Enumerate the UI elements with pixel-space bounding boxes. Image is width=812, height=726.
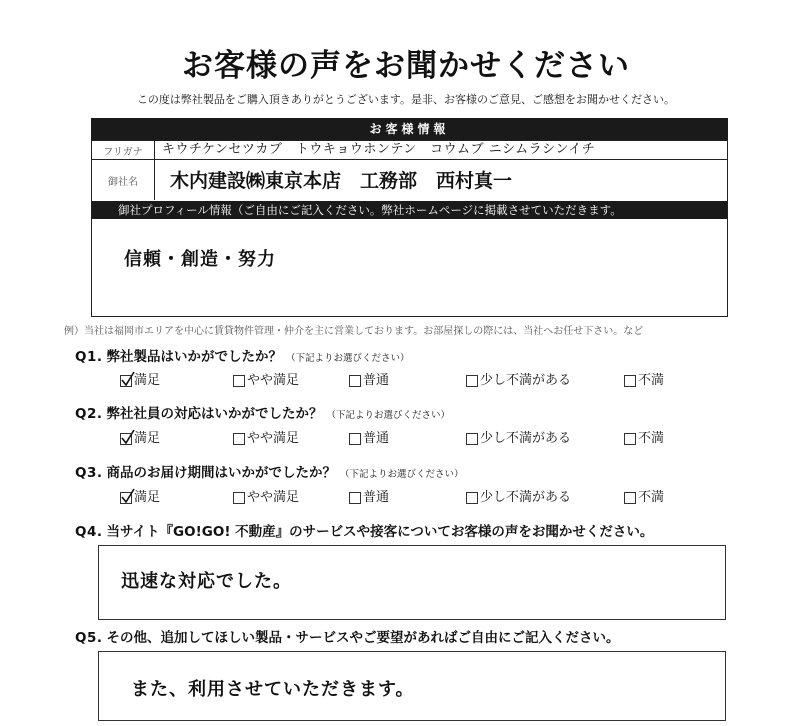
checkbox[interactable] — [466, 492, 478, 504]
checkbox[interactable] — [233, 433, 245, 445]
profile-value[interactable]: 信頼・創造・努力 — [124, 249, 276, 270]
question-note: （下記よりお選びください） — [340, 469, 464, 480]
checkbox[interactable] — [349, 492, 361, 504]
option-label: 普通 — [363, 431, 390, 446]
q3-option-yaya[interactable] — [233, 490, 299, 506]
checkbox[interactable] — [624, 492, 636, 504]
checkbox-checked[interactable] — [120, 433, 132, 445]
option-label: 少し不満がある — [480, 373, 572, 388]
customer-info-box — [91, 140, 728, 317]
question-text: 弊社社員の対応はいかがでしたか？ — [106, 406, 323, 422]
profile-example: 例）当社は福岡市エリアを中心に賃貸物件管理・仲介を主に営業しております。お部屋探しの際には、当社へお任せ下さい。など — [64, 326, 644, 337]
q2-option-futsu[interactable] — [349, 431, 389, 447]
option-label: やや満足 — [247, 431, 300, 446]
company-value[interactable]: 木内建設㈱東京本店 工務部 西村真一 — [170, 170, 513, 192]
q4-answer-text: 迅速な対応でした。 — [121, 571, 292, 592]
question-note: （下記よりお選びください） — [286, 353, 410, 364]
q2-option-sukoshi[interactable] — [466, 431, 571, 447]
option-label: 普通 — [363, 490, 390, 505]
question-5 — [75, 629, 620, 647]
page-title: お客様の声をお聞かせください — [182, 48, 630, 84]
q3-option-fuman[interactable] — [624, 490, 664, 506]
question-text: 商品のお届け期間はいかがでしたか？ — [106, 465, 336, 481]
question-number: Q5. — [75, 630, 103, 646]
q3-option-futsu[interactable] — [349, 490, 389, 506]
option-label: 満足 — [134, 431, 161, 446]
question-3 — [75, 464, 464, 484]
option-label: 少し不満がある — [480, 431, 572, 446]
checkmark-icon — [120, 488, 136, 504]
profile-header: 御社プロフィール情報（ご自由にご記入ください。弊社ホームページに掲載させていただきます。 — [92, 201, 727, 219]
checkbox[interactable] — [233, 492, 245, 504]
question-number: Q3. — [75, 465, 103, 481]
option-label: 不満 — [638, 490, 665, 505]
question-number: Q4. — [75, 524, 103, 540]
q1-option-manzoku[interactable] — [120, 373, 160, 389]
option-label: 普通 — [363, 373, 390, 388]
q5-answer-text: また、利用させていただきます。 — [131, 679, 415, 700]
question-number: Q2. — [75, 406, 103, 422]
q1-option-sukoshi[interactable] — [466, 373, 571, 389]
furigana-label: フリガナ — [92, 141, 155, 159]
q1-option-fuman[interactable] — [624, 373, 664, 389]
checkbox[interactable] — [349, 375, 361, 387]
q3-option-manzoku[interactable] — [120, 490, 160, 506]
company-row — [92, 160, 727, 200]
checkbox[interactable] — [624, 375, 636, 387]
checkbox[interactable] — [624, 433, 636, 445]
question-text: 当サイト『GO!GO! 不動産』のサービスや接客についてお客様の声をお聞かせください。 — [106, 524, 654, 540]
company-label: 御社名 — [92, 160, 155, 200]
question-text: その他、追加してほしい製品・サービスやご要望があればご自由にご記入ください。 — [106, 630, 620, 646]
question-4 — [75, 523, 653, 541]
checkbox-checked[interactable] — [120, 492, 132, 504]
q1-option-yaya[interactable] — [233, 373, 299, 389]
checkbox-checked[interactable] — [120, 375, 132, 387]
option-label: 不満 — [638, 373, 665, 388]
question-number: Q1. — [75, 349, 103, 365]
option-label: 少し不満がある — [480, 490, 572, 505]
option-label: 満足 — [134, 490, 161, 505]
question-2 — [75, 405, 450, 425]
q2-option-manzoku[interactable] — [120, 431, 160, 447]
checkbox[interactable] — [466, 375, 478, 387]
q3-option-sukoshi[interactable] — [466, 490, 571, 506]
q2-option-fuman[interactable] — [624, 431, 664, 447]
question-note: （下記よりお選びください） — [326, 410, 451, 421]
option-label: やや満足 — [247, 373, 300, 388]
option-label: やや満足 — [247, 490, 300, 505]
page-subtitle: この度は弊社製品をご購入頂きありがとうございます。是非、お客様のご意見、ご感想をお聞かせください。 — [136, 93, 676, 106]
q2-option-yaya[interactable] — [233, 431, 299, 447]
checkbox[interactable] — [466, 433, 478, 445]
q1-option-futsu[interactable] — [349, 373, 389, 389]
checkbox[interactable] — [233, 375, 245, 387]
furigana-value[interactable]: キウチケンセツカブ トウキョウホンテン コウムブ ニシムラシンイチ — [162, 142, 596, 157]
q5-answer-box[interactable] — [98, 651, 726, 721]
option-label: 満足 — [134, 373, 161, 388]
checkmark-icon — [120, 429, 136, 445]
question-1 — [75, 348, 410, 368]
q4-answer-box[interactable] — [98, 545, 726, 620]
option-label: 不満 — [638, 431, 665, 446]
question-text: 弊社製品はいかがでしたか？ — [106, 349, 282, 365]
furigana-row — [92, 141, 727, 160]
customer-info-header: お客様情報 — [91, 118, 728, 140]
checkmark-icon — [120, 371, 136, 387]
checkbox[interactable] — [349, 433, 361, 445]
